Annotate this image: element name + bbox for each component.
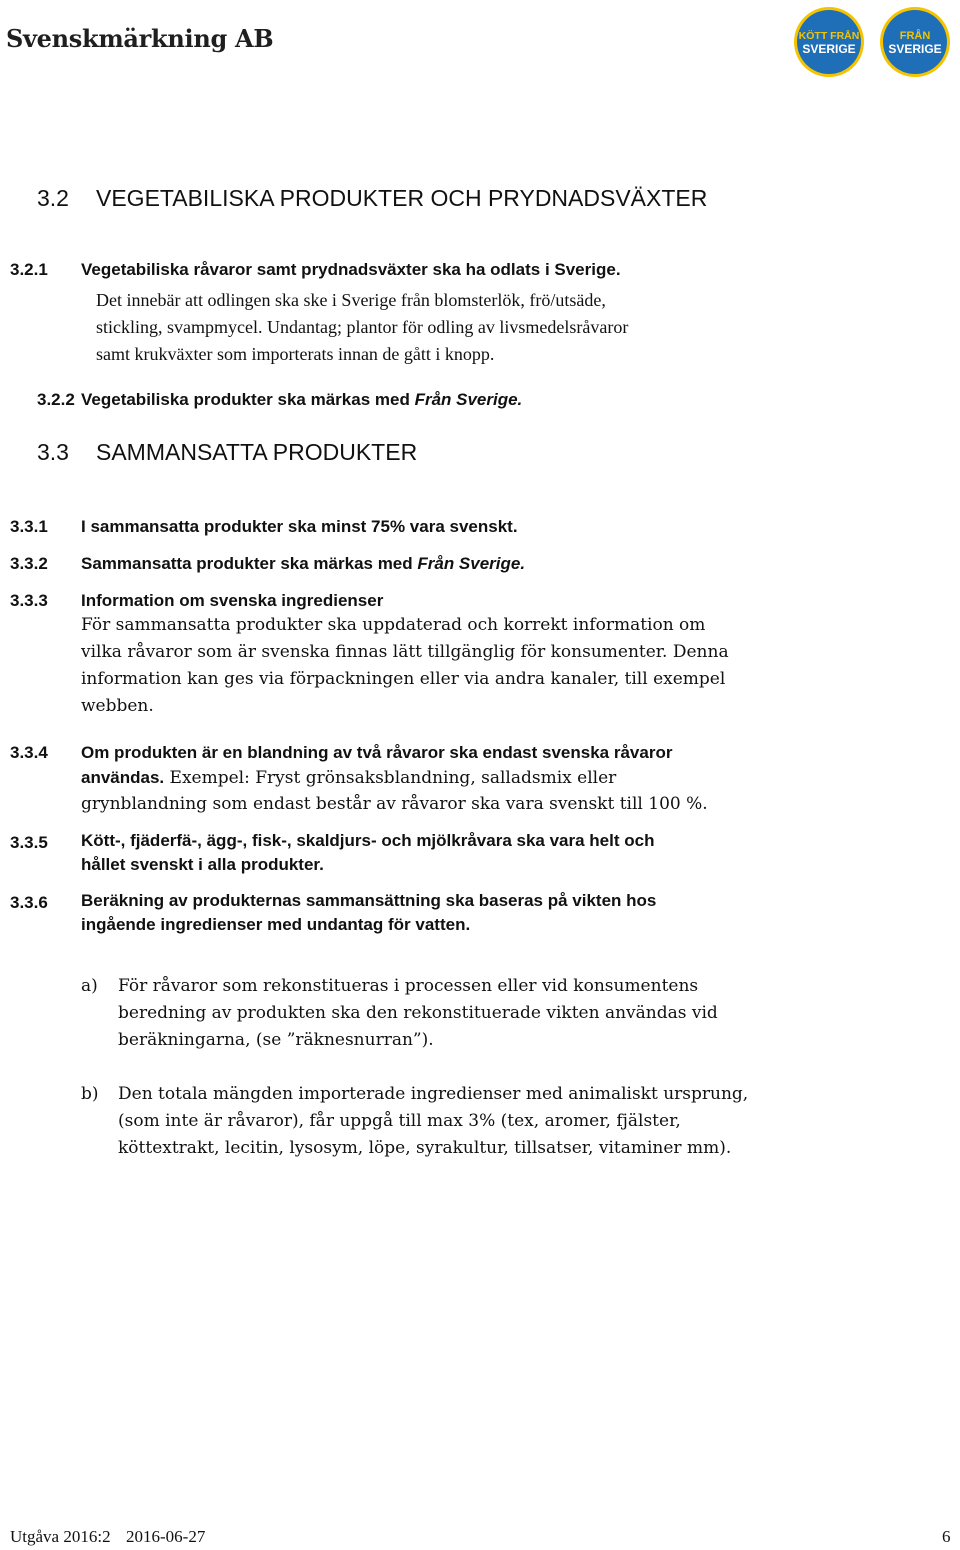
item-3-3-6-line: Beräkning av produkternas sammansättning ska baseras på vikten hos (81, 891, 657, 910)
footer-edition: Utgåva 2016:2 (10, 1527, 111, 1546)
item-3-3-5-line: hållet svenskt i alla produkter. (81, 855, 324, 874)
footer-page-number: 6 (942, 1527, 951, 1546)
item-3-3-3-number: 3.3.3 (10, 591, 48, 610)
item-3-3-3-line: För sammansatta produkter ska uppdaterad och korrekt information om (81, 615, 706, 635)
list-item-line: beräkningarna, (se ”räknesnurran”). (118, 1030, 434, 1050)
item-3-3-5-line: Kött-, fjäderfä-, ägg-, fisk-, skaldjurs- och mjölkråvara ska vara helt och (81, 831, 655, 850)
item-3-2-1-line: samt krukväxter som importerats innan de gått i knopp. (96, 344, 495, 364)
item-3-3-3-line: information kan ges via förpackningen eller via andra kanaler, till exempel (81, 669, 726, 689)
item-3-3-1-number: 3.3.1 (10, 517, 48, 536)
item-3-3-2-brand: Från Sverige. (417, 554, 526, 573)
item-3-2-2-label: Vegetabiliska produkter ska märkas med (81, 390, 415, 409)
list-item-label: a) (81, 976, 98, 996)
item-3-3-4-line3: grynblandning som endast består av råvaror ska vara svenskt till 100 %. (81, 794, 708, 814)
company-logo-text: Svenskmärkning AB (6, 24, 274, 53)
item-3-2-2-brand: Från Sverige. (414, 390, 523, 409)
list-item-line: (som inte är råvaror), får uppgå till max 3% (tex, aromer, fjälster, (118, 1111, 681, 1131)
section-3-2-number: 3.2 (37, 185, 69, 211)
item-3-3-2-text (81, 550, 525, 578)
section-3-3-title: SAMMANSATTA PRODUKTER (96, 439, 418, 465)
fran-badge-line2: SVERIGE (888, 42, 942, 56)
item-3-2-2-number: 3.2.2 (37, 390, 75, 409)
item-3-3-4-number: 3.3.4 (10, 743, 48, 762)
kott-fran-sverige-badge (793, 6, 865, 78)
item-3-3-6-number: 3.3.6 (10, 893, 48, 912)
kott-badge-line1: KÖTT FRÅN (798, 30, 860, 42)
list-item-line: beredning av produkten ska den rekonstituerade vikten användas vid (118, 1003, 718, 1023)
item-3-3-4-example: Exempel: Fryst grönsaksblandning, salladsmix eller (164, 768, 617, 788)
item-3-2-1-line: stickling, svampmycel. Undantag; plantor för odling av livsmedelsråvaror (96, 317, 629, 337)
kott-badge-line2: SVERIGE (802, 42, 856, 56)
item-3-3-3-line: vilka råvaror som är svenska finnas lätt tillgänglig för konsumenter. Denna (81, 642, 729, 662)
item-3-3-1-text: I sammansatta produkter ska minst 75% vara svenskt. (81, 517, 518, 536)
item-3-3-2-number: 3.3.2 (10, 554, 48, 573)
list-item-label: b) (81, 1084, 99, 1104)
fran-badge-line1: FRÅN (899, 30, 931, 42)
item-3-2-1-line: Det innebär att odlingen ska ske i Sverige från blomsterlök, frö/utsäde, (96, 290, 606, 310)
item-3-2-1-heading: Vegetabiliska råvaror samt prydnadsväxter ska ha odlats i Sverige. (81, 260, 621, 279)
fran-sverige-badge (879, 6, 951, 78)
item-3-2-1-number: 3.2.1 (10, 260, 48, 279)
footer-date: 2016-06-27 (126, 1527, 206, 1546)
list-item-line: köttextrakt, lecitin, lysosym, löpe, syrakultur, tillsatser, vitaminer mm). (118, 1138, 732, 1158)
section-3-2-title: VEGETABILISKA PRODUKTER OCH PRYDNADSVÄXTER (96, 185, 708, 211)
item-3-3-5-number: 3.3.5 (10, 833, 48, 852)
item-3-3-3-heading: Information om svenska ingredienser (81, 591, 384, 610)
list-item-line: För råvaror som rekonstitueras i processen eller vid konsumentens (118, 976, 699, 996)
item-3-3-4-heading-end: användas. (81, 768, 165, 787)
item-3-3-6-line: ingående ingredienser med undantag för vatten. (81, 915, 471, 934)
item-3-3-4-line2 (81, 764, 616, 792)
item-3-2-2-text (81, 386, 522, 414)
list-item-line: Den totala mängden importerade ingredienser med animaliskt ursprung, (118, 1084, 749, 1104)
item-3-3-4-heading: Om produkten är en blandning av två råvaror ska endast svenska råvaror (81, 743, 673, 762)
item-3-3-2-label: Sammansatta produkter ska märkas med (81, 554, 418, 573)
item-3-3-3-line: webben. (81, 696, 154, 716)
section-3-3-number: 3.3 (37, 439, 69, 465)
